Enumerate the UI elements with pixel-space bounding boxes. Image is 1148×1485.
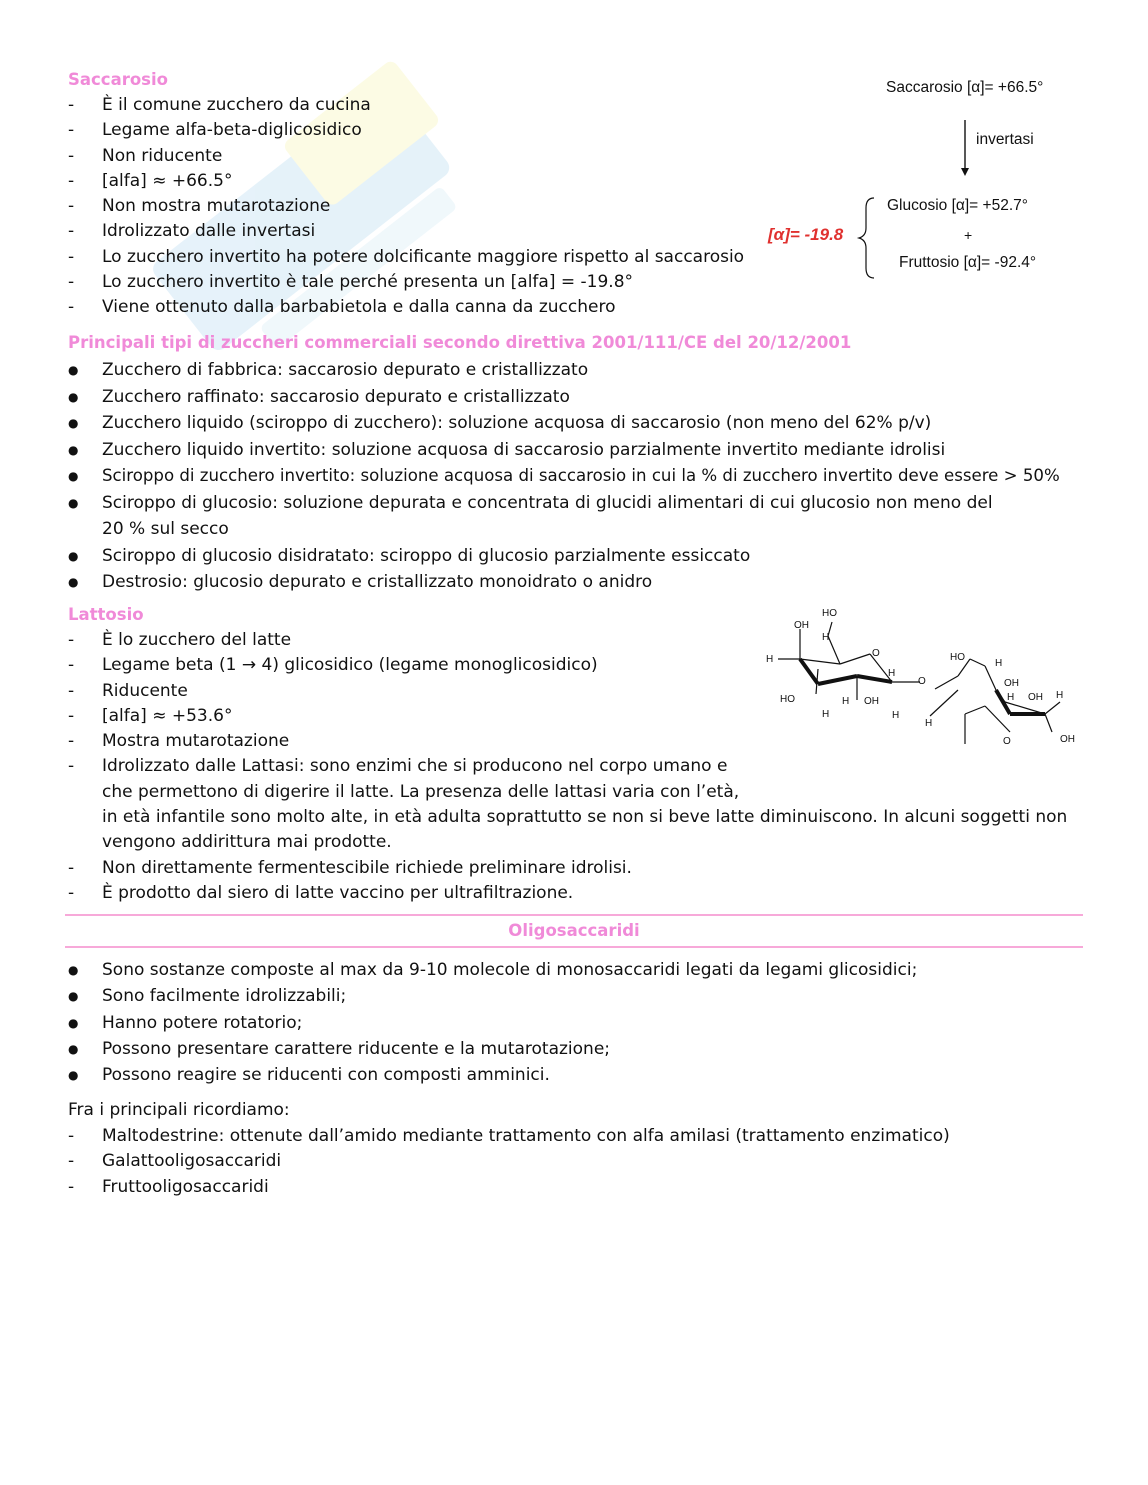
structure-label: OH	[794, 620, 809, 631]
list-item: - [alfa] ≈ +53.6°	[68, 705, 233, 726]
structure-label: H	[822, 632, 830, 643]
oligosaccaridi-intro: Fra i principali ricordiamo:	[68, 1100, 290, 1120]
list-item: - Idrolizzato dalle invertasi	[68, 221, 316, 242]
oligosaccaridi-principali-list	[68, 1124, 950, 1200]
saccarosio-list	[68, 93, 744, 321]
lattosio-continuation-2: in età infantile sono molto alte, in età adulta soprattutto se non si beve latte diminuiscono. In alcuni soggetti non	[102, 807, 1068, 828]
scheme-enzyme: invertasi	[976, 131, 1034, 148]
oligosaccaridi-title: Oligosaccaridi	[508, 921, 640, 940]
list-item: ● Sciroppo di zucchero invertito: soluzione acquosa di saccarosio in cui la % di zucchero invertito deve essere > 50%	[68, 466, 1060, 485]
brace-icon	[856, 196, 878, 280]
list-item: - È lo zucchero del latte	[68, 630, 292, 650]
structure-label: OH	[1060, 734, 1075, 745]
structure-label: OH	[864, 696, 879, 707]
structure-label: H	[842, 696, 850, 707]
list-item: - Maltodestrine: ottenute dall’amido mediante trattamento con alfa amilasi (trattamento enzimatico)	[68, 1126, 950, 1146]
structure-label: H	[1056, 690, 1064, 701]
list-item: ● Zucchero raffinato: saccarosio depurato e cristallizzato	[68, 386, 570, 407]
list-item: ● Sciroppo di glucosio: soluzione depurata e concentrata di glucidi alimentari di cui glucosio non meno del 20 % sul secco	[68, 492, 993, 539]
oligosaccaridi-list	[68, 957, 1068, 1088]
lattosio-title: Lattosio	[68, 605, 144, 624]
saccarosio-title: Saccarosio	[68, 70, 168, 89]
oligosaccaridi-heading-band	[65, 914, 1083, 948]
commerciali-list	[68, 357, 1068, 596]
list-item: - Riducente	[68, 680, 188, 701]
list-item: - Viene ottenuto dalla barbabietola e dalla canna da zucchero	[68, 297, 616, 318]
list-item: - Non direttamente fermentescibile richiede preliminare idrolisi.	[68, 857, 632, 878]
structure-label: OH	[1004, 678, 1019, 689]
scheme-glucosio: Glucosio [α]= +52.7°	[887, 197, 1028, 214]
scheme-plus: +	[964, 227, 973, 243]
list-item: ● Sono facilmente idrolizzabili;	[68, 986, 347, 1007]
lattosio-continuation-1: che permettono di digerire il latte. La presenza delle lattasi varia con l’età,	[102, 781, 740, 802]
down-arrow-icon	[956, 118, 976, 180]
list-item: ● Zucchero liquido invertito: soluzione acquosa di saccarosio parzialmente invertito mediante idrolisi	[68, 439, 946, 460]
structure-label: HO	[822, 608, 837, 619]
list-item: ● Sciroppo di glucosio disidratato: sciroppo di glucosio parzialmente essiccato	[68, 545, 751, 566]
structure-label: O	[872, 648, 880, 659]
list-item: ● Hanno potere rotatorio;	[68, 1012, 303, 1033]
structure-label: H	[925, 718, 933, 729]
commerciali-title: Principali tipi di zuccheri commerciali secondo direttiva 2001/111/CE del 20/12/2001	[68, 333, 852, 352]
structure-label: H	[888, 668, 896, 679]
list-item: - Fruttooligosaccaridi	[68, 1176, 269, 1197]
structure-label: H	[892, 710, 900, 721]
list-item: ● Zucchero liquido (sciroppo di zucchero): soluzione acquosa di saccarosio (non meno del 62% p/v)	[68, 413, 932, 433]
scheme-result-rotation: [α]= -19.8	[768, 225, 844, 244]
scheme-saccarosio: Saccarosio [α]= +66.5°	[886, 79, 1044, 96]
lattosio-continuation-3: vengono addirittura mai prodotte.	[102, 832, 392, 853]
list-item: ● Destrosio: glucosio depurato e cristallizzato monoidrato o anidro	[68, 572, 653, 592]
list-item: - Non riducente	[68, 145, 223, 166]
structure-label: O	[1003, 736, 1011, 747]
structure-label: O	[918, 676, 926, 687]
list-item: ● Sono sostanze composte al max da 9-10 molecole di monosaccaridi legati da legami glicosidici;	[68, 960, 918, 980]
list-item: - Galattooligosaccaridi	[68, 1151, 282, 1172]
lactose-structure-diagram	[760, 604, 1090, 764]
list-item: - È il comune zucchero da cucina	[68, 95, 371, 115]
structure-label: H	[995, 658, 1003, 669]
list-item: - Idrolizzato dalle Lattasi: sono enzimi che si producono nel corpo umano e che permettono di digerire il latte. La presenza delle lattasi varia con l’età, in età infantile sono molto alte, in età adulta soprattutto se non si beve latte diminuiscono. In alcuni soggetti non vengono addirittura mai prodotte.	[68, 756, 1068, 853]
list-item: ● Possono reagire se riducenti con composti amminici.	[68, 1065, 550, 1086]
list-item: - [alfa] ≈ +66.5°	[68, 170, 233, 191]
list-item: - Legame alfa-beta-diglicosidico	[68, 120, 362, 141]
structure-label: H	[766, 654, 774, 665]
structure-label: H	[822, 709, 830, 720]
list-item: ● Possono presentare carattere riducente e la mutarotazione;	[68, 1038, 611, 1059]
structure-label: OH	[1028, 692, 1043, 703]
structure-label: HO	[780, 694, 795, 705]
scheme-fruttosio: Fruttosio [α]= -92.4°	[899, 254, 1037, 271]
list-item: - Mostra mutarotazione	[68, 731, 290, 752]
list-item: - È prodotto dal siero di latte vaccino per ultrafiltrazione.	[68, 882, 574, 903]
structure-label: H	[1007, 692, 1015, 703]
list-item: - Non mostra mutarotazione	[68, 196, 331, 217]
list-item: - Lo zucchero invertito ha potere dolcificante maggiore rispetto al saccarosio	[68, 246, 745, 267]
structure-label: HO	[950, 652, 965, 663]
list-item: - Legame beta (1 → 4) glicosidico (legame monoglicosidico)	[68, 655, 598, 676]
list-item: - Lo zucchero invertito è tale perché presenta un [alfa] = -19.8°	[68, 272, 634, 293]
list-item: ● Zucchero di fabbrica: saccarosio depurato e cristallizzato	[68, 360, 589, 380]
